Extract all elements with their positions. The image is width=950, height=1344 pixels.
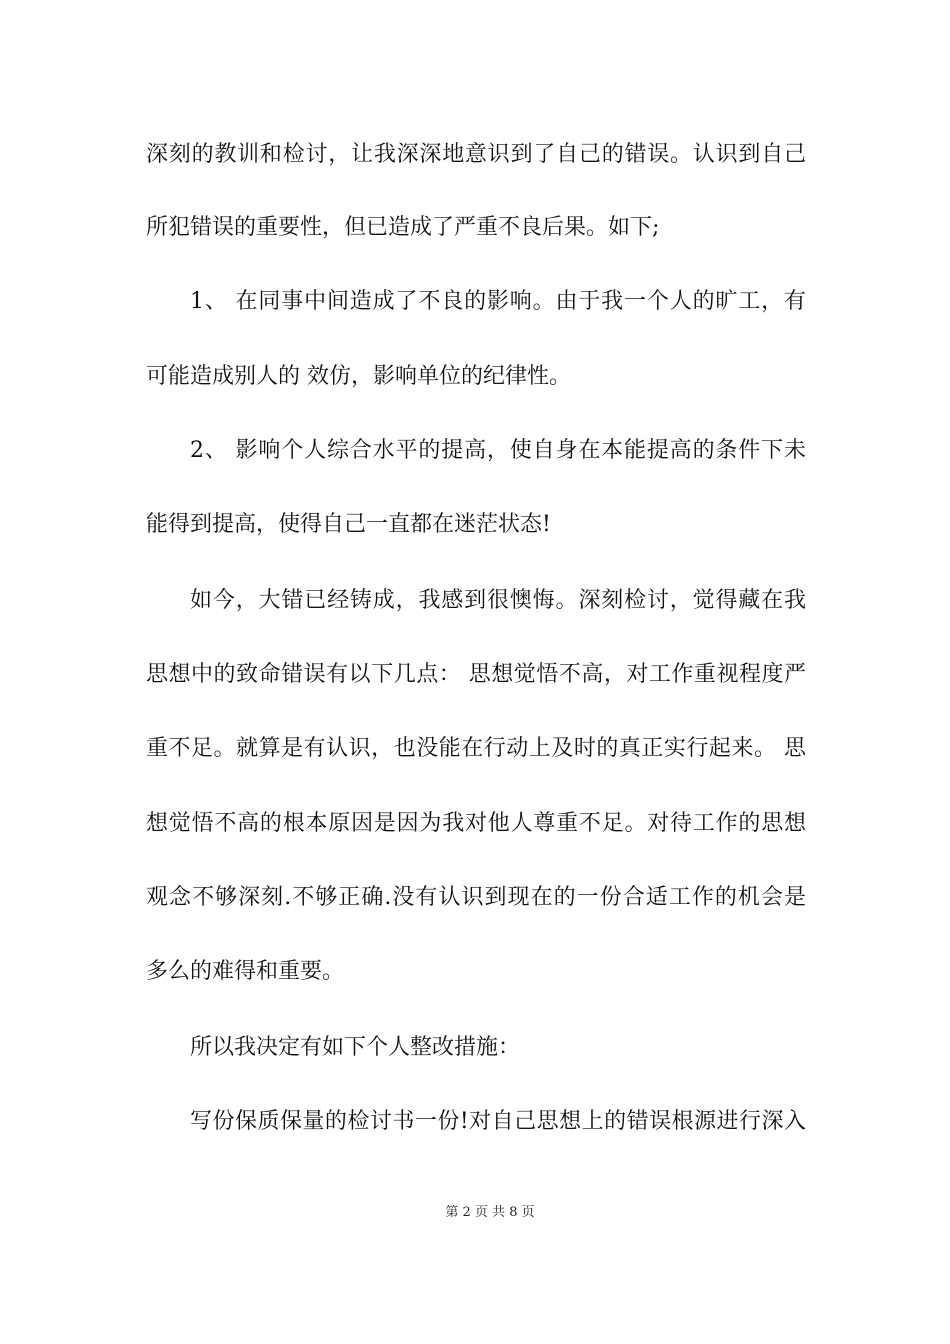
- paragraph-line-5: 观念不够深刻.不够正确.没有认识到现在的一份合适工作的机会是: [146, 885, 806, 910]
- text-line-1: 深刻的教训和检讨，让我深深地意识到了自己的错误。认识到自己: [146, 142, 806, 167]
- list-item-2-line-2: 能得到提高，使得自己一直都在迷茫状态!: [146, 512, 551, 537]
- measures-intro-line: 所以我决定有如下个人整改措施：: [190, 1035, 521, 1060]
- paragraph-line-6: 多么的难得和重要。: [146, 959, 345, 984]
- measures-line-1: 写份保质保量的检讨书一份!对自己思想上的错误根源进行深入: [190, 1109, 806, 1134]
- paragraph-line-3: 重不足。就算是有认识，也没能在行动上及时的真正实行起来。 思: [146, 736, 806, 761]
- paragraph-line-2: 思想中的致命错误有以下几点： 思想觉悟不高，对工作重视程度严: [146, 662, 806, 687]
- paragraph-line-1: 如今，大错已经铸成，我感到很懊悔。深刻检讨，觉得藏在我: [190, 588, 806, 613]
- list-item-1-line-1: 1、 在同事中间造成了不良的影响。由于我一个人的旷工，有: [190, 289, 806, 314]
- page-number-footer: 第 2 页 共 8 页: [445, 1205, 535, 1220]
- list-item-1-line-2: 可能造成别人的 效仿，影响单位的纪律性。: [146, 364, 571, 389]
- list-item-2-line-1: 2、 影响个人综合水平的提高，使自身在本能提高的条件下未: [190, 438, 806, 463]
- text-line-2: 所犯错误的重要性，但已造成了严重不良后果。如下;: [146, 215, 660, 240]
- paragraph-line-4: 想觉悟不高的根本原因是因为我对他人尊重不足。对待工作的思想: [146, 811, 806, 836]
